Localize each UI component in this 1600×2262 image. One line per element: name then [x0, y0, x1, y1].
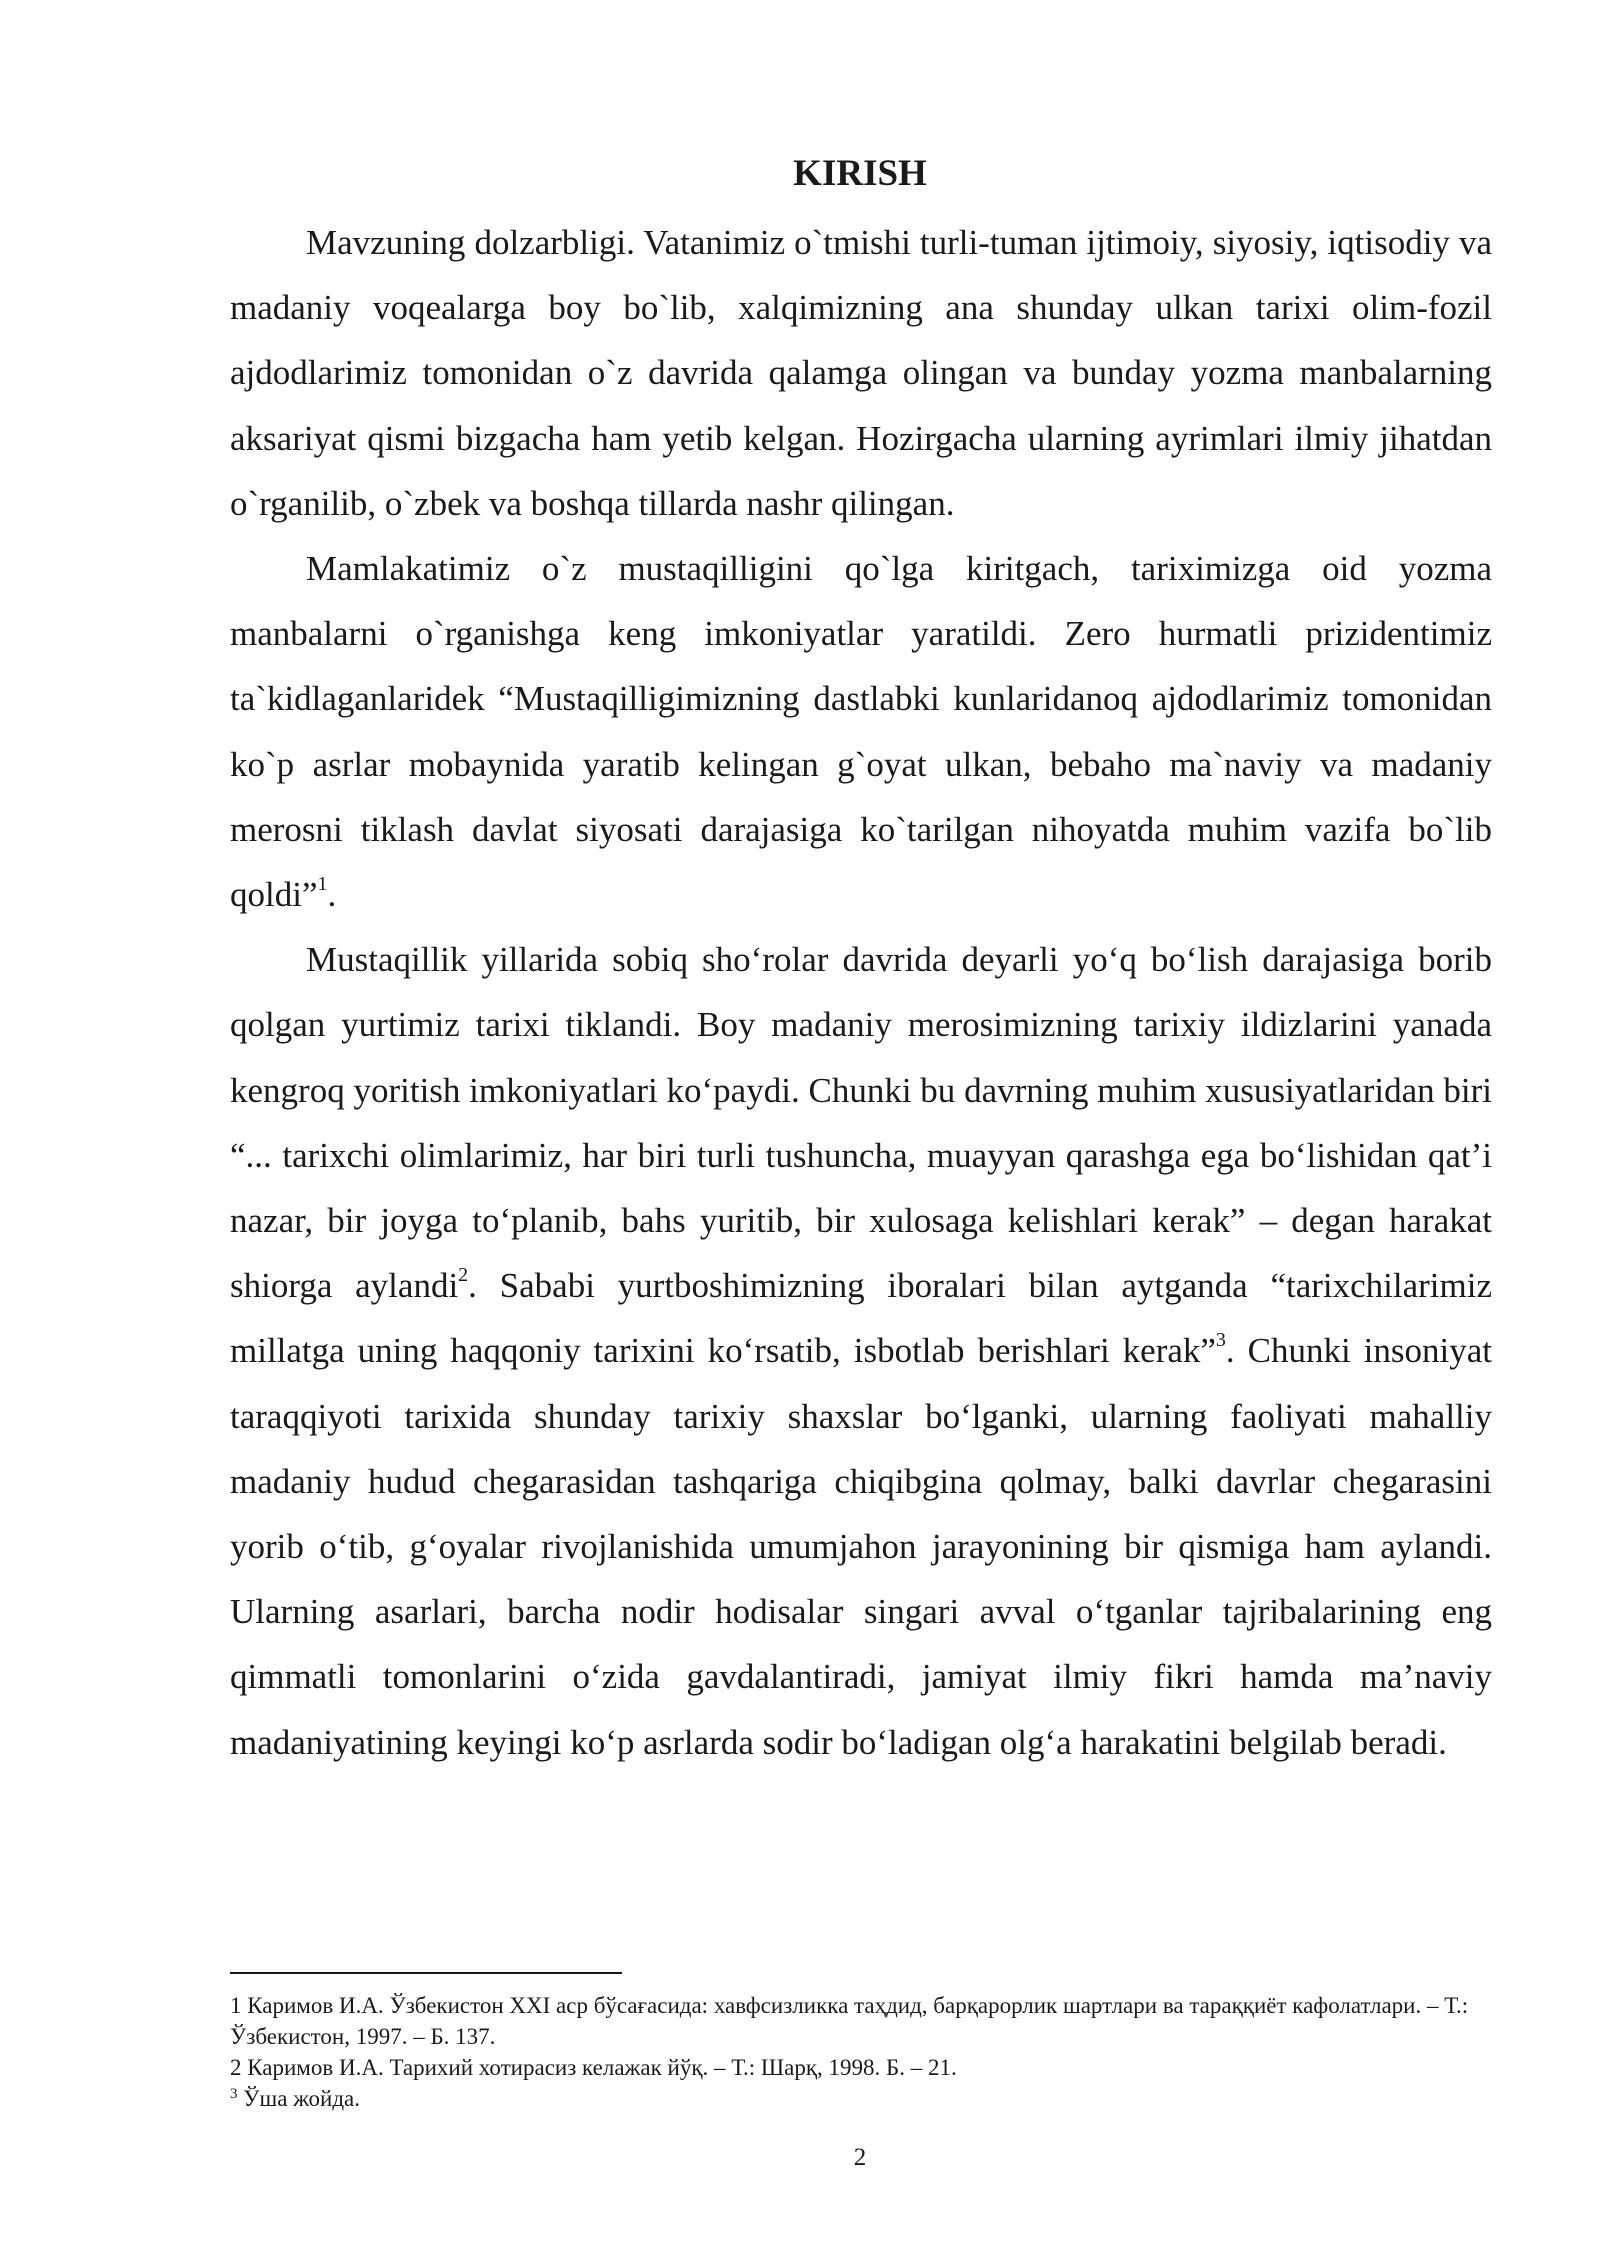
paragraph-text: Vatanimiz o`tmishi turli-tuman ijtimoiy, siyosiy, iqtisodiy va madaniy voqealarga boy bo`lib, xalqimizning ana shunday ulkan tarixi olim-fozil ajdodlarimiz tomonidan o`z davrida qalamga olingan va bunday yozma manbalarning aksariyat qismi bizgacha ham yetib kelgan. Hozirgacha ularning ayrimlari ilmiy jihatdan o`rganilib, o`zbek va boshqa tillarda nashr qilingan.: [230, 223, 1492, 523]
paragraph-2: [230, 536, 1492, 927]
page-number: 2: [853, 2144, 867, 2171]
footnote-ref-1[interactable]: 1: [317, 873, 328, 896]
footnote-number: 2: [230, 2055, 242, 2080]
footnote-2: [230, 2052, 1492, 2083]
footnote-number: 3: [230, 2085, 238, 2102]
paragraph-1: [230, 210, 1492, 536]
paragraph-3: [230, 927, 1492, 1775]
paragraph-text: Mustaqillik yillarida sobiq sho‘rolar davrida deyarli yo‘q bo‘lish darajasiga borib qolgan yurtimiz tarixi tiklandi. Boy madaniy merosimizning tarixiy ildizlarini yanada kengroq yoritish imkoniyatlari ko‘paydi. Chunki bu davrning muhim xususiyatlaridan biri “... tarixchi olimlarimiz, har biri turli tushuncha, muayyan qarashga ega bo‘lishidan qat’i nazar, bir joyga to‘planib, bahs yuritib, bir xulosaga kelishlari kerak” – degan harakat shiorga aylandi: [230, 940, 1492, 1306]
body-text: [230, 210, 1492, 1775]
paragraph-lead: Mavzuning dolzarbligi.: [306, 223, 635, 262]
footnote-ref-2[interactable]: 2: [458, 1264, 469, 1287]
footnotes: [230, 1990, 1492, 2114]
paragraph-text-mid: . Sababi yurtboshimizning iboralari bilan aytganda “tarixchilarimiz millatga uning haqqoniy tarixini ko‘rsatib, isbotlab berishlari kerak”: [230, 1266, 1493, 1371]
paragraph-text-end: .: [327, 875, 337, 915]
paragraph-text: Mamlakatimiz o`z mustaqilligini qo`lga kiritgach, tariximizga oid yozma manbalarni o`rganishga keng imkoniyatlar yaratildi. Zero hurmatli prizidentimiz ta`kidlaganlaridek “Mustaqilligimizning dastlabki kunlaridanoq ajdodlarimiz tomonidan ko`p asrlar mobaynida yaratib kelingan g`oyat ulkan, bebaho ma`naviy va madaniy merosni tiklash davlat siyosati darajasiga ko`tarilgan nihoyatda muhim vazifa bo`lib qoldi”: [230, 549, 1492, 915]
footnote-text: Ўша жойда.: [237, 2086, 360, 2111]
footnote-ref-3[interactable]: 3: [1215, 1329, 1226, 1352]
footnote-separator: [230, 1972, 622, 1974]
footnote-3: [230, 2083, 1492, 2114]
footnote-1: [230, 1990, 1492, 2052]
footnote-number: 1: [230, 1993, 242, 2018]
footnote-text: Каримов И.А. Ўзбекистон ХХI аср бўсағасида: хавфсизликка таҳдид, барқарорлик шартлари ва тараққиёт кафолатлари. – Т.: Ўзбекистон, 1997. – Б. 137.: [230, 1993, 1469, 2049]
paragraph-text-end: . Chunki insoniyat taraqqiyoti tarixida shunday tarixiy shaxslar bo‘lganki, ularning faoliyati mahalliy madaniy hudud chegarasidan tashqariga chiqibgina qolmay, balki davrlar chegarasini yorib o‘tib, g‘oyalar rivojlanishida umumjahon jarayonining bir qismiga ham aylandi. Ularning asarlari, barcha nodir hodisalar singari avval o‘tganlar tajribalarining eng qimmatli tomonlarini o‘zida gavdalantiradi, jamiyat ilmiy fikri hamda ma’naviy madaniyatining keyingi ko‘p asrlarda sodir bo‘ladigan olg‘a harakatini belgilab beradi.: [230, 1331, 1492, 1762]
section-heading: KIRISH: [793, 153, 927, 194]
footnote-text: Каримов И.А. Тарихий хотирасиз келажак йўқ. – Т.: Шарқ, 1998. Б. – 21.: [241, 2055, 957, 2080]
